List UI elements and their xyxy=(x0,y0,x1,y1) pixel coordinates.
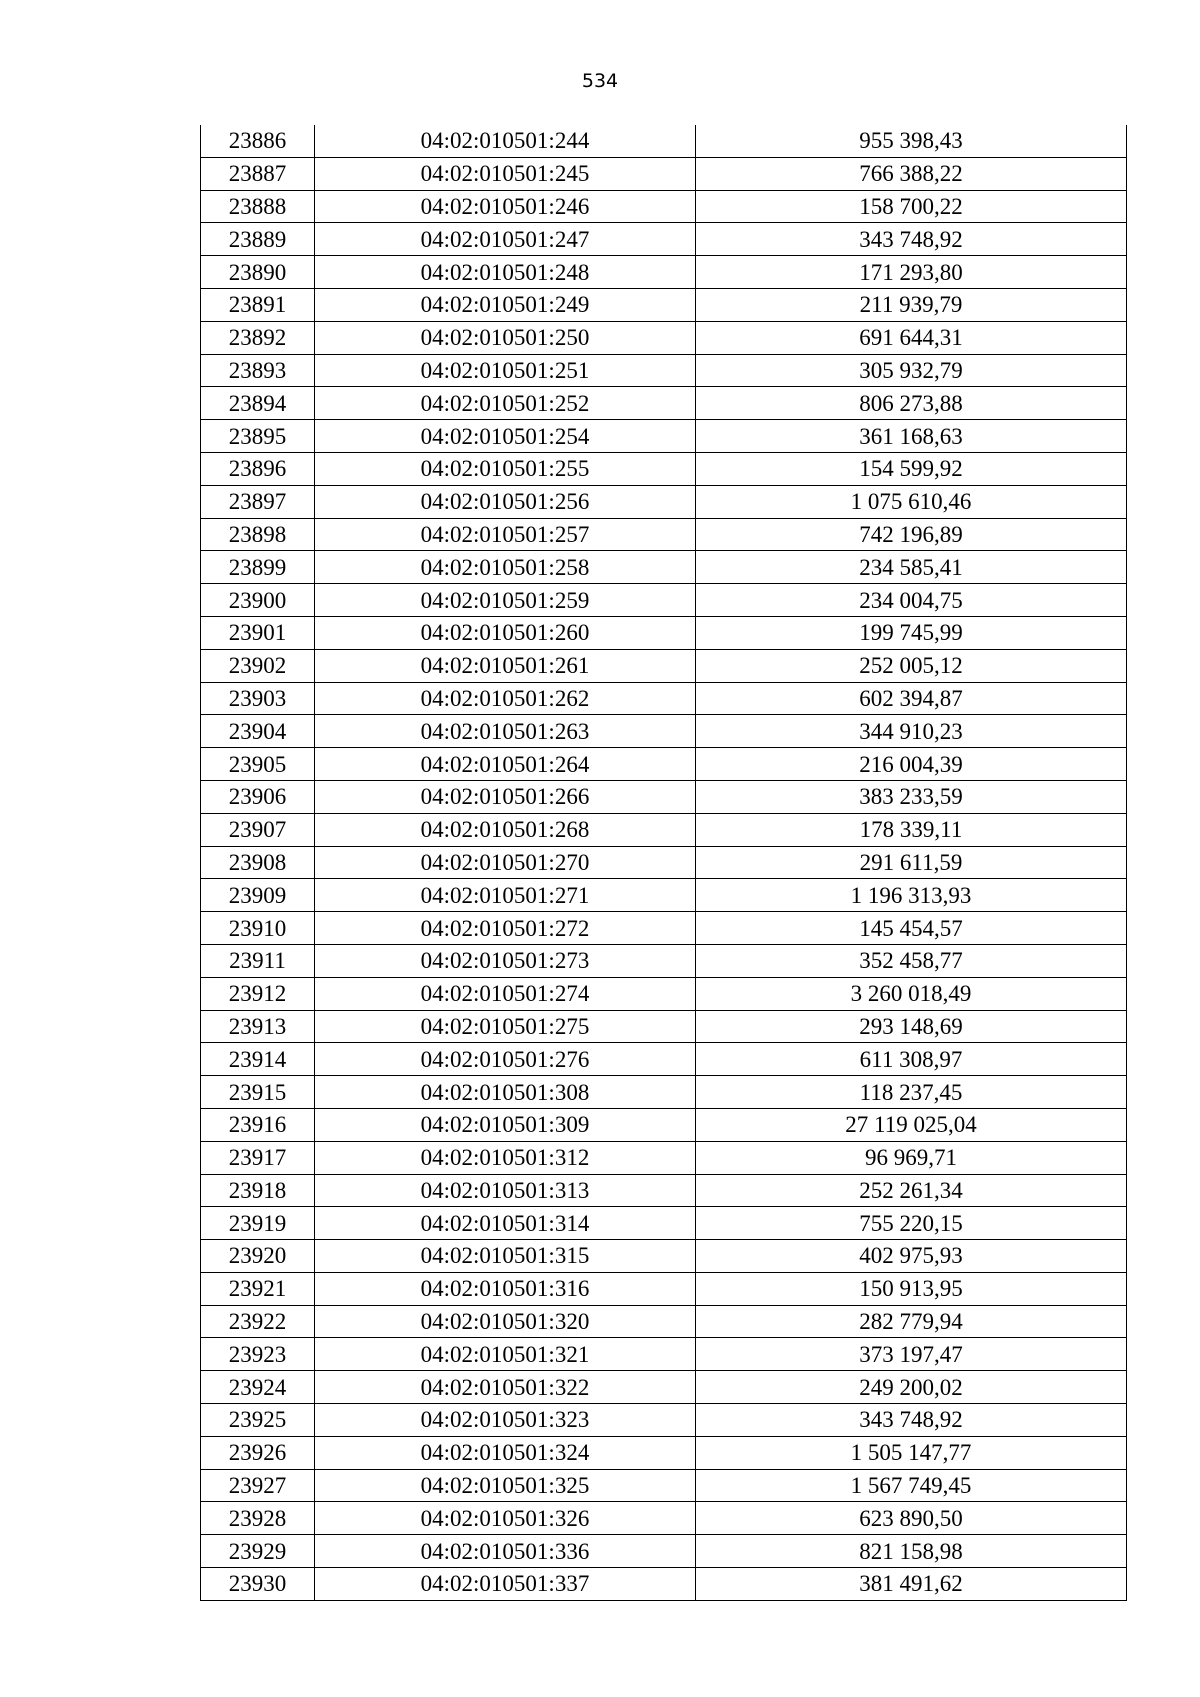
table-row xyxy=(201,256,1127,289)
table-row xyxy=(201,649,1127,682)
cadastral-value-cell: 611 308,97 xyxy=(696,1043,1127,1076)
table-row xyxy=(201,748,1127,781)
cadastral-number-cell: 04:02:010501:336 xyxy=(315,1535,696,1568)
row-number-cell: 23925 xyxy=(201,1404,315,1437)
row-number-cell: 23889 xyxy=(201,223,315,256)
table-row xyxy=(201,157,1127,190)
table-row xyxy=(201,1568,1127,1601)
cadastral-number-cell: 04:02:010501:309 xyxy=(315,1108,696,1141)
cadastral-number-cell: 04:02:010501:245 xyxy=(315,157,696,190)
cadastral-number-cell: 04:02:010501:263 xyxy=(315,715,696,748)
row-number-cell: 23894 xyxy=(201,387,315,420)
cadastral-value-cell: 252 005,12 xyxy=(696,649,1127,682)
table-row xyxy=(201,1371,1127,1404)
row-number-cell: 23893 xyxy=(201,354,315,387)
cadastral-value-cell: 3 260 018,49 xyxy=(696,977,1127,1010)
table-row xyxy=(201,1174,1127,1207)
cadastral-value-cell: 623 890,50 xyxy=(696,1502,1127,1535)
cadastral-value-cell: 234 004,75 xyxy=(696,584,1127,617)
cadastral-number-cell: 04:02:010501:320 xyxy=(315,1305,696,1338)
row-number-cell: 23918 xyxy=(201,1174,315,1207)
cadastral-number-cell: 04:02:010501:251 xyxy=(315,354,696,387)
cadastral-value-cell: 171 293,80 xyxy=(696,256,1127,289)
table-row xyxy=(201,288,1127,321)
row-number-cell: 23892 xyxy=(201,321,315,354)
table-row xyxy=(201,518,1127,551)
cadastral-value-cell: 1 075 610,46 xyxy=(696,485,1127,518)
table-row xyxy=(201,1305,1127,1338)
cadastral-number-cell: 04:02:010501:252 xyxy=(315,387,696,420)
row-number-cell: 23912 xyxy=(201,977,315,1010)
table-row xyxy=(201,944,1127,977)
cadastral-value-cell: 249 200,02 xyxy=(696,1371,1127,1404)
cadastral-number-cell: 04:02:010501:316 xyxy=(315,1272,696,1305)
cadastral-number-cell: 04:02:010501:261 xyxy=(315,649,696,682)
cadastral-number-cell: 04:02:010501:270 xyxy=(315,846,696,879)
cadastral-value-cell: 1 196 313,93 xyxy=(696,879,1127,912)
table-row xyxy=(201,387,1127,420)
cadastral-value-cell: 383 233,59 xyxy=(696,780,1127,813)
row-number-cell: 23915 xyxy=(201,1076,315,1109)
cadastral-number-cell: 04:02:010501:248 xyxy=(315,256,696,289)
cadastral-value-cell: 755 220,15 xyxy=(696,1207,1127,1240)
cadastral-value-cell: 199 745,99 xyxy=(696,616,1127,649)
cadastral-number-cell: 04:02:010501:326 xyxy=(315,1502,696,1535)
row-number-cell: 23904 xyxy=(201,715,315,748)
row-number-cell: 23926 xyxy=(201,1436,315,1469)
table-row xyxy=(201,1272,1127,1305)
row-number-cell: 23911 xyxy=(201,944,315,977)
table-row xyxy=(201,1502,1127,1535)
cadastral-value-cell: 373 197,47 xyxy=(696,1338,1127,1371)
cadastral-number-cell: 04:02:010501:275 xyxy=(315,1010,696,1043)
cadastral-value-cell: 352 458,77 xyxy=(696,944,1127,977)
cadastral-value-cell: 602 394,87 xyxy=(696,682,1127,715)
row-number-cell: 23886 xyxy=(201,125,315,157)
cadastral-value-cell: 291 611,59 xyxy=(696,846,1127,879)
cadastral-value-cell: 691 644,31 xyxy=(696,321,1127,354)
table-row xyxy=(201,1010,1127,1043)
row-number-cell: 23895 xyxy=(201,420,315,453)
table-body xyxy=(201,125,1127,1600)
cadastral-value-cell: 158 700,22 xyxy=(696,190,1127,223)
table-row xyxy=(201,125,1127,157)
row-number-cell: 23930 xyxy=(201,1568,315,1601)
cadastral-value-cell: 145 454,57 xyxy=(696,912,1127,945)
cadastral-number-cell: 04:02:010501:246 xyxy=(315,190,696,223)
table-row xyxy=(201,1404,1127,1437)
table-row xyxy=(201,485,1127,518)
row-number-cell: 23914 xyxy=(201,1043,315,1076)
row-number-cell: 23910 xyxy=(201,912,315,945)
cadastral-value-cell: 402 975,93 xyxy=(696,1240,1127,1273)
table-row xyxy=(201,715,1127,748)
table-row xyxy=(201,879,1127,912)
row-number-cell: 23924 xyxy=(201,1371,315,1404)
row-number-cell: 23927 xyxy=(201,1469,315,1502)
table-row xyxy=(201,551,1127,584)
row-number-cell: 23920 xyxy=(201,1240,315,1273)
cadastral-number-cell: 04:02:010501:315 xyxy=(315,1240,696,1273)
cadastral-number-cell: 04:02:010501:325 xyxy=(315,1469,696,1502)
cadastral-value-cell: 806 273,88 xyxy=(696,387,1127,420)
table-row xyxy=(201,1338,1127,1371)
cadastral-number-cell: 04:02:010501:314 xyxy=(315,1207,696,1240)
table-row xyxy=(201,420,1127,453)
row-number-cell: 23906 xyxy=(201,780,315,813)
row-number-cell: 23901 xyxy=(201,616,315,649)
cadastral-number-cell: 04:02:010501:272 xyxy=(315,912,696,945)
table-row xyxy=(201,452,1127,485)
cadastral-number-cell: 04:02:010501:312 xyxy=(315,1141,696,1174)
row-number-cell: 23890 xyxy=(201,256,315,289)
row-number-cell: 23929 xyxy=(201,1535,315,1568)
cadastral-number-cell: 04:02:010501:256 xyxy=(315,485,696,518)
cadastral-number-cell: 04:02:010501:323 xyxy=(315,1404,696,1437)
row-number-cell: 23903 xyxy=(201,682,315,715)
cadastral-number-cell: 04:02:010501:257 xyxy=(315,518,696,551)
row-number-cell: 23928 xyxy=(201,1502,315,1535)
row-number-cell: 23887 xyxy=(201,157,315,190)
cadastral-number-cell: 04:02:010501:249 xyxy=(315,288,696,321)
cadastral-number-cell: 04:02:010501:258 xyxy=(315,551,696,584)
row-number-cell: 23900 xyxy=(201,584,315,617)
row-number-cell: 23899 xyxy=(201,551,315,584)
row-number-cell: 23905 xyxy=(201,748,315,781)
row-number-cell: 23913 xyxy=(201,1010,315,1043)
cadastral-number-cell: 04:02:010501:268 xyxy=(315,813,696,846)
table-row xyxy=(201,1076,1127,1109)
cadastral-number-cell: 04:02:010501:250 xyxy=(315,321,696,354)
cadastral-value-cell: 343 748,92 xyxy=(696,1404,1127,1437)
table-row xyxy=(201,912,1127,945)
table-row xyxy=(201,1207,1127,1240)
cadastral-value-cell: 27 119 025,04 xyxy=(696,1108,1127,1141)
cadastral-number-cell: 04:02:010501:244 xyxy=(315,125,696,157)
cadastral-number-cell: 04:02:010501:322 xyxy=(315,1371,696,1404)
row-number-cell: 23897 xyxy=(201,485,315,518)
cadastral-value-cell: 821 158,98 xyxy=(696,1535,1127,1568)
table-row xyxy=(201,616,1127,649)
cadastral-number-cell: 04:02:010501:337 xyxy=(315,1568,696,1601)
cadastral-value-cell: 1 505 147,77 xyxy=(696,1436,1127,1469)
table-row xyxy=(201,190,1127,223)
cadastral-value-cell: 344 910,23 xyxy=(696,715,1127,748)
cadastral-value-cell: 361 168,63 xyxy=(696,420,1127,453)
row-number-cell: 23898 xyxy=(201,518,315,551)
row-number-cell: 23916 xyxy=(201,1108,315,1141)
cadastral-value-cell: 381 491,62 xyxy=(696,1568,1127,1601)
cadastral-value-cell: 955 398,43 xyxy=(696,125,1127,157)
cadastral-value-cell: 252 261,34 xyxy=(696,1174,1127,1207)
row-number-cell: 23921 xyxy=(201,1272,315,1305)
row-number-cell: 23896 xyxy=(201,452,315,485)
cadastral-value-cell: 343 748,92 xyxy=(696,223,1127,256)
cadastral-number-cell: 04:02:010501:321 xyxy=(315,1338,696,1371)
cadastral-number-cell: 04:02:010501:262 xyxy=(315,682,696,715)
cadastral-value-cell: 1 567 749,45 xyxy=(696,1469,1127,1502)
cadastral-value-cell: 154 599,92 xyxy=(696,452,1127,485)
cadastral-number-cell: 04:02:010501:260 xyxy=(315,616,696,649)
cadastral-value-cell: 96 969,71 xyxy=(696,1141,1127,1174)
table-row xyxy=(201,1436,1127,1469)
table-row xyxy=(201,321,1127,354)
cadastral-value-cell: 118 237,45 xyxy=(696,1076,1127,1109)
cadastral-value-cell: 282 779,94 xyxy=(696,1305,1127,1338)
cadastral-value-cell: 766 388,22 xyxy=(696,157,1127,190)
row-number-cell: 23908 xyxy=(201,846,315,879)
table-row xyxy=(201,1141,1127,1174)
cadastral-value-cell: 211 939,79 xyxy=(696,288,1127,321)
row-number-cell: 23922 xyxy=(201,1305,315,1338)
row-number-cell: 23891 xyxy=(201,288,315,321)
cadastral-number-cell: 04:02:010501:266 xyxy=(315,780,696,813)
cadastral-number-cell: 04:02:010501:264 xyxy=(315,748,696,781)
table-row xyxy=(201,846,1127,879)
cadastral-value-cell: 305 932,79 xyxy=(696,354,1127,387)
table-row xyxy=(201,1535,1127,1568)
row-number-cell: 23923 xyxy=(201,1338,315,1371)
cadastral-value-cell: 293 148,69 xyxy=(696,1010,1127,1043)
table-row xyxy=(201,354,1127,387)
cadastral-number-cell: 04:02:010501:313 xyxy=(315,1174,696,1207)
cadastral-number-cell: 04:02:010501:247 xyxy=(315,223,696,256)
cadastral-number-cell: 04:02:010501:324 xyxy=(315,1436,696,1469)
table-row xyxy=(201,584,1127,617)
table-row xyxy=(201,1240,1127,1273)
row-number-cell: 23909 xyxy=(201,879,315,912)
table-row xyxy=(201,223,1127,256)
cadastral-value-cell: 178 339,11 xyxy=(696,813,1127,846)
cadastral-value-cell: 234 585,41 xyxy=(696,551,1127,584)
cadastral-value-cell: 150 913,95 xyxy=(696,1272,1127,1305)
row-number-cell: 23917 xyxy=(201,1141,315,1174)
cadastral-value-cell: 742 196,89 xyxy=(696,518,1127,551)
row-number-cell: 23919 xyxy=(201,1207,315,1240)
table-row xyxy=(201,682,1127,715)
row-number-cell: 23902 xyxy=(201,649,315,682)
table-row xyxy=(201,1043,1127,1076)
cadastral-number-cell: 04:02:010501:276 xyxy=(315,1043,696,1076)
page-number: 534 xyxy=(581,70,619,92)
table-row xyxy=(201,780,1127,813)
cadastral-number-cell: 04:02:010501:273 xyxy=(315,944,696,977)
table-row xyxy=(201,1469,1127,1502)
table-row xyxy=(201,813,1127,846)
cadastral-number-cell: 04:02:010501:274 xyxy=(315,977,696,1010)
cadastral-number-cell: 04:02:010501:271 xyxy=(315,879,696,912)
table-row xyxy=(201,1108,1127,1141)
table-row xyxy=(201,977,1127,1010)
cadastral-value-table xyxy=(200,125,1127,1601)
cadastral-number-cell: 04:02:010501:254 xyxy=(315,420,696,453)
cadastral-number-cell: 04:02:010501:255 xyxy=(315,452,696,485)
cadastral-number-cell: 04:02:010501:308 xyxy=(315,1076,696,1109)
row-number-cell: 23888 xyxy=(201,190,315,223)
cadastral-value-cell: 216 004,39 xyxy=(696,748,1127,781)
cadastral-number-cell: 04:02:010501:259 xyxy=(315,584,696,617)
row-number-cell: 23907 xyxy=(201,813,315,846)
